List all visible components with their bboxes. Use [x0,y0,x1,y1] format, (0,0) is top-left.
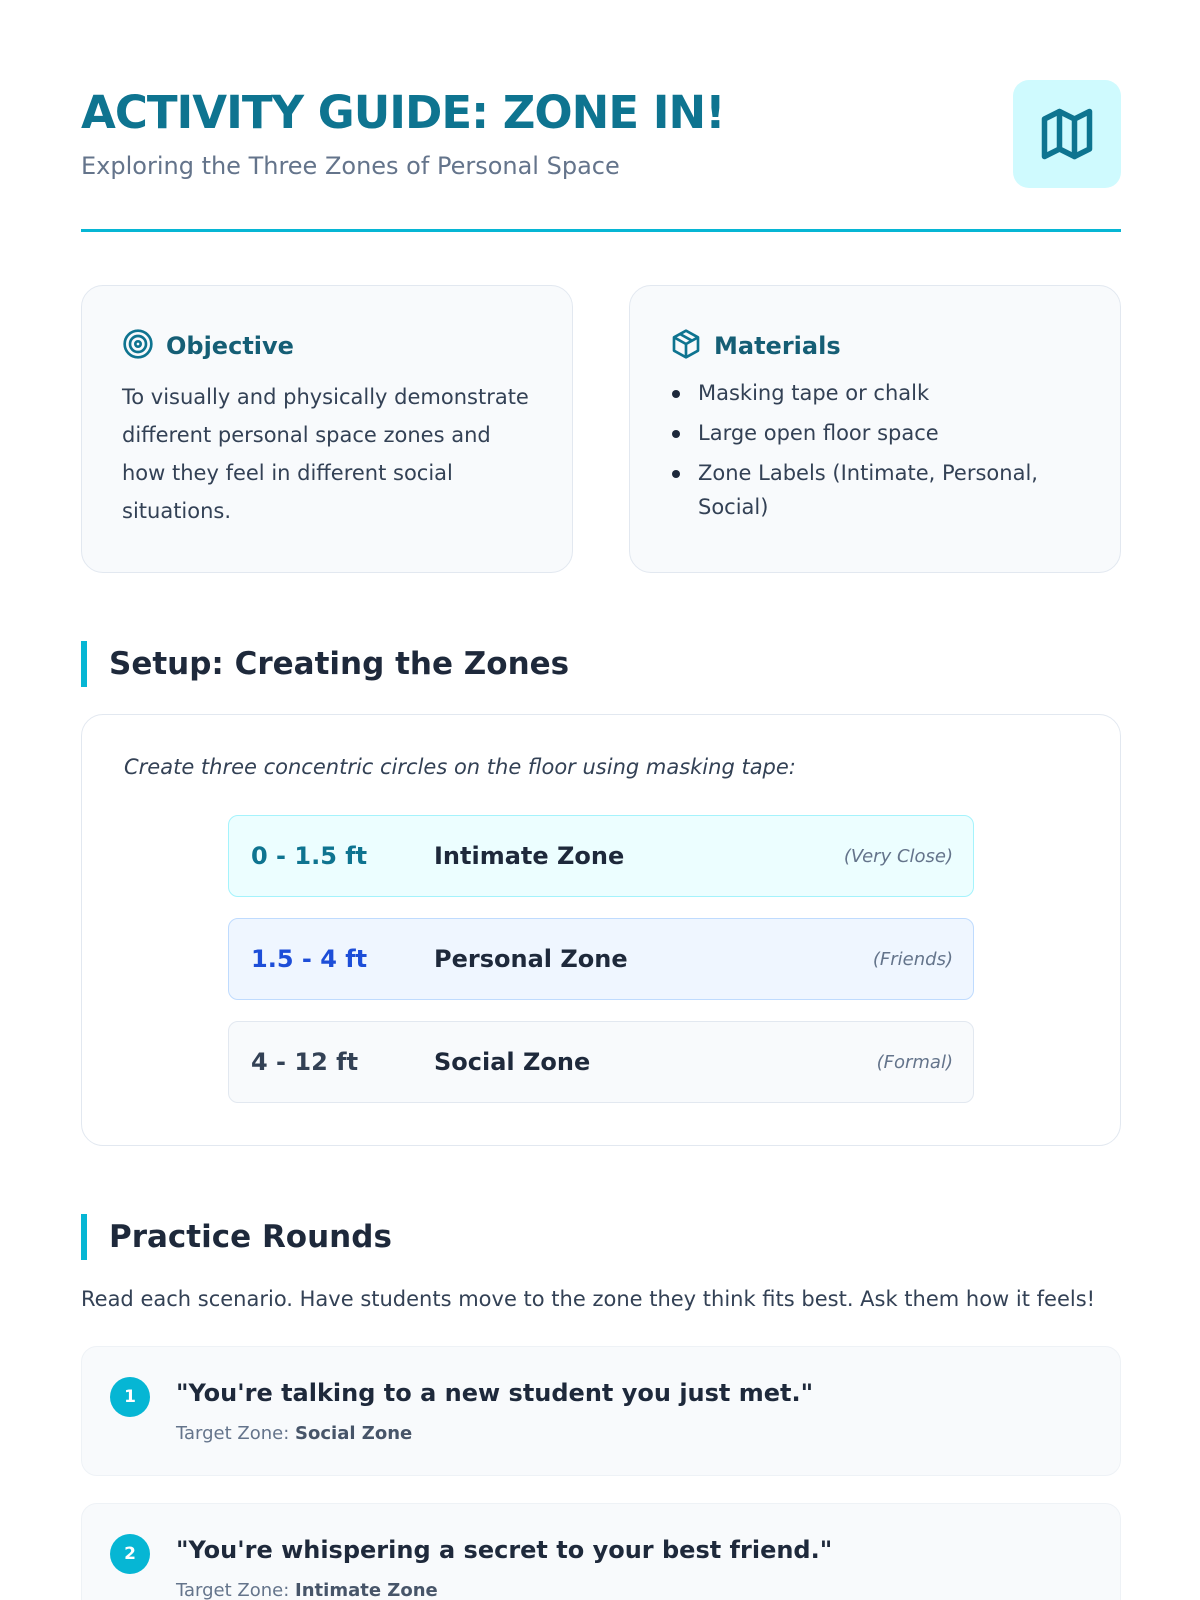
list-item: Zone Labels (Intimate, Personal, Social) [670,456,1080,524]
target-label: Target Zone: [176,1580,296,1600]
page-subtitle: Exploring the Three Zones of Personal Space [81,152,620,180]
practice-round [81,1503,1121,1600]
zone-note: (Friends) [872,948,953,970]
zone-note: (Formal) [876,1051,953,1073]
objective-card [81,285,573,573]
zone-range: 0 - 1.5 ft [251,842,368,870]
list-item: Large open floor space [670,416,1080,450]
zone-note: (Very Close) [843,845,953,867]
zone-range: 4 - 12 ft [251,1048,359,1076]
round-target [176,1580,438,1600]
materials-title: Materials [714,332,841,360]
round-number: 1 [110,1377,150,1417]
setup-intro: Create three concentric circles on the floor using masking tape: [124,755,796,779]
target-icon [122,328,154,364]
practice-description: Read each scenario. Have students move to the zone they think fits best. Ask them how it feels! [81,1287,1096,1311]
zone-name: Social Zone [434,1048,591,1076]
target-label: Target Zone: [176,1423,296,1444]
box-icon [670,328,702,364]
practice-heading: Practice Rounds [81,1214,392,1260]
zone-range: 1.5 - 4 ft [251,945,368,973]
materials-list [670,376,1080,524]
page-title: ACTIVITY GUIDE: ZONE IN! [81,86,725,139]
setup-heading: Setup: Creating the Zones [81,641,569,687]
zone-name: Personal Zone [434,945,628,973]
list-item: Masking tape or chalk [670,376,1080,410]
round-scenario: "You're talking to a new student you just met." [176,1379,814,1407]
round-number: 2 [110,1534,150,1574]
materials-card [629,285,1121,573]
activity-guide [81,0,1121,1600]
target-zone: Social Zone [295,1423,413,1444]
practice-round [81,1346,1121,1476]
setup-box [81,714,1121,1146]
info-cards [81,285,1121,573]
zone-intimate [228,815,974,897]
objective-title: Objective [166,332,294,360]
map-icon [1013,80,1121,188]
zone-personal [228,918,974,1000]
target-zone: Intimate Zone [295,1580,438,1600]
round-scenario: "You're whispering a secret to your best friend." [176,1536,833,1564]
round-target [176,1423,412,1444]
zone-social [228,1021,974,1103]
page-header [81,0,1121,232]
objective-text: To visually and physically demonstrate different personal space zones and how they feel in different social situations. [122,385,529,523]
zone-name: Intimate Zone [434,842,625,870]
